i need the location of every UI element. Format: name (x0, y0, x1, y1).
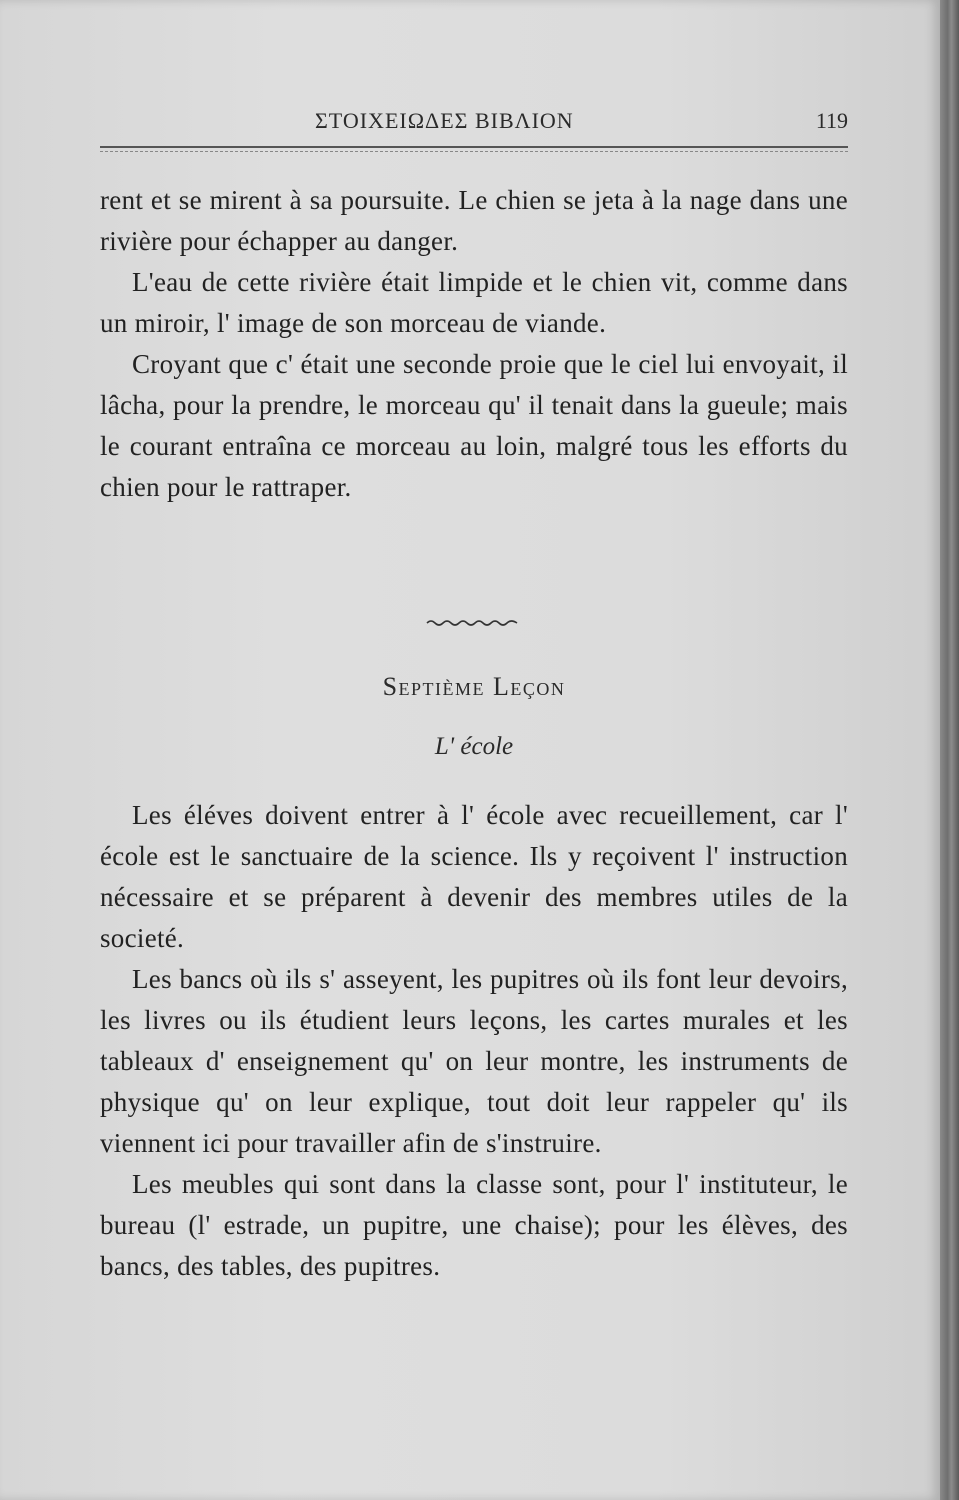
running-head (100, 108, 848, 138)
header-rule (100, 146, 848, 148)
running-title: ΣΤΟΙΧΕΙΩΔΕΣ ΒΙΒΛΙΟΝ (315, 108, 574, 133)
lesson-body (100, 795, 848, 1287)
paragraph: Les éléves doivent entrer à l' école avec recueillement, car l' école est le sanctuaire de la science. Ils y reçoivent l' instruction nécessaire et se préparent à devenir des membres utiles de la societé. (100, 800, 848, 953)
lesson-subtitle: L' école (434, 733, 514, 760)
book-page-edge (940, 0, 959, 1500)
paragraph: Les bancs où ils s' asseyent, les pupitres où ils font leur devoirs, les livres ou ils étudient leurs leçons, les cartes murales et les tableaux d' enseignement qu' on leur montre, les instruments de physique qu' on leur explique, tout doit leur rappeler qu' ils viennent ici pour travailler afin de s'instruire. (100, 964, 848, 1158)
paragraph: Croyant que c' était une seconde proie que le ciel lui envoyait, il lâcha, pour la prendre, le morceau qu' il tenait dans la gueule; mais le courant entraîna ce morceau au loin, malgré tous les efforts du chien pour le rattraper. (100, 349, 848, 502)
paragraph: L'eau de cette rivière était limpide et le chien vit, comme dans un miroir, l' image de son morceau de viande. (100, 267, 848, 338)
paragraph: Les meubles qui sont dans la classe sont, pour l' instituteur, le bureau (l' estrade, un pupitre, une chaise); pour les élèves, des bancs, des tables, des pupitres. (100, 1169, 848, 1281)
section-ornament (425, 616, 520, 630)
lesson-title: Septième Leçon (382, 672, 566, 701)
header-rule-secondary (100, 151, 848, 152)
fable-continuation (100, 180, 848, 508)
page-number: 119 (815, 108, 848, 133)
paragraph: rent et se mirent à sa poursuite. Le chien se jeta à la nage dans une rivière pour échapper au danger. (100, 185, 848, 256)
